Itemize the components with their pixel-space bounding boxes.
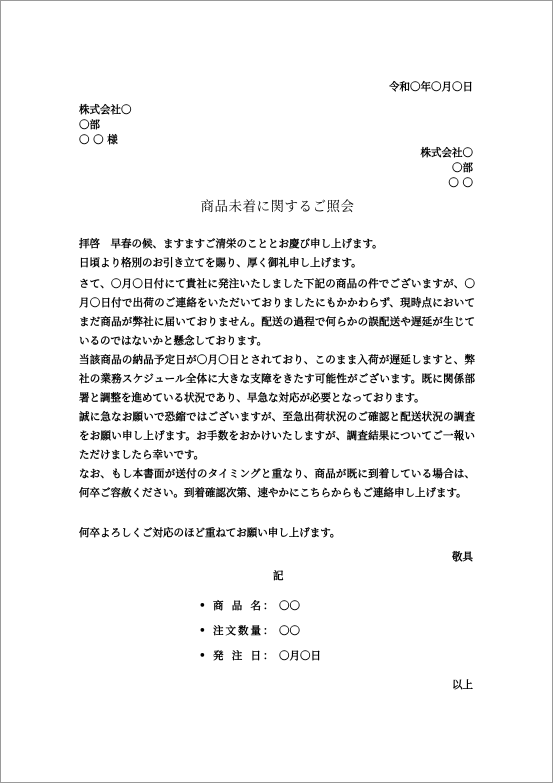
sender-name: 〇 〇 (448, 177, 473, 189)
bullet-icon: • (199, 625, 206, 637)
body-paragraph-4: なお、もし本書面が送付のタイミングと重なり、商品が既に到着している場合は、何卒ご容赦ください。到着確認次第、速やかにこちらからもご連絡申し上げます。 (79, 468, 475, 499)
letter-title: 商品未着に関するご照会 (200, 199, 355, 215)
sender-department: 〇部 (452, 162, 473, 174)
body-paragraph-1: さて、〇月〇日付にて貴社に発注いたしました下記の商品の件でございますが、〇月〇日付で出荷のご連絡をいただいておりましたにもかかわらず、現時点においてまだ商品が弊社に届いておりません。配送の過程で何らかの誤配送や遅延が生じているのではないかと懸念しております。 (79, 278, 475, 347)
item-value: 〇月〇日 (279, 650, 321, 662)
item-colon: ： (263, 625, 274, 637)
bullet-icon: • (199, 650, 206, 662)
recipient-name: 〇 〇 様 (79, 134, 118, 146)
bullet-icon: • (199, 600, 206, 612)
item-colon: ： (263, 600, 274, 612)
item-label: 発注日 (213, 650, 261, 662)
item-label: 注文数量 (213, 625, 261, 637)
greeting-paragraph: 拝啓 早春の候、ますますご清栄のこととお慶び申し上げます。 日頃より格別のお引き立てを賜り、厚く御礼申し上げます。 (79, 238, 383, 269)
item-colon: ： (263, 650, 274, 662)
item-label: 商品名 (213, 600, 261, 612)
item-value: 〇〇 (279, 625, 300, 637)
body-paragraph-3: 誠に急なお願いで恐縮ではございますが、至急出荷状況のご確認と配送状況の調査をお願い申し上げます。お手数をおかけいたしますが、調査結果についてご一報いただけましたら幸いです。 (79, 411, 475, 461)
item-value: 〇〇 (279, 600, 300, 612)
closing-ijou: 以上 (452, 679, 473, 691)
closing-keigu: 敬具 (452, 551, 473, 563)
recipient-department: 〇部 (79, 119, 100, 131)
letter-date: 令和〇年〇月〇日 (389, 81, 473, 93)
ki-heading: 記 (273, 570, 284, 582)
body-paragraph-5: 何卒よろしくご対応のほど重ねてお願い申し上げます。 (79, 527, 341, 539)
body-paragraph-2: 当該商品の納品予定日が〇月〇日とされており、このまま入荷が遅延しますと、弊社の業務スケジュール全体に大きな支障をきたす可能性がございます。既に関係部署と調整を進めている状況であり、早急な対応が必要となっております。 (79, 354, 475, 404)
recipient-company: 株式会社〇 (79, 104, 132, 116)
sender-company: 株式会社〇 (420, 147, 473, 159)
